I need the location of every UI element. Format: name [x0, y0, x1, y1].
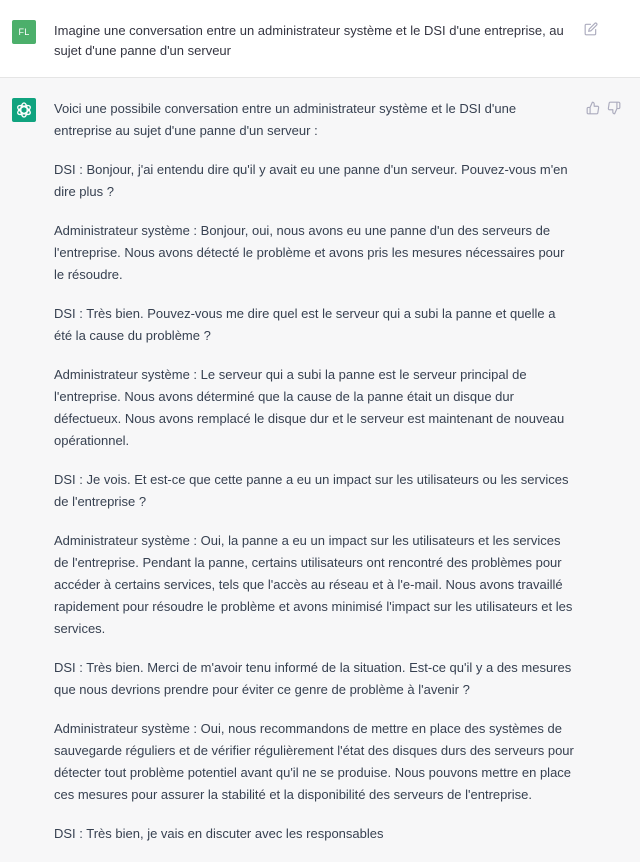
- user-message: [0, 0, 640, 78]
- assistant-message-content: [54, 98, 576, 862]
- user-message-text: Imagine une conversation entre un administrateur système et le DSI d'une entreprise, au sujet d'une panne d'un serveur: [54, 23, 564, 58]
- thumbs-up-icon[interactable]: [586, 101, 600, 115]
- assistant-paragraph: DSI : Très bien, je vais en discuter avec les responsables: [54, 826, 384, 841]
- assistant-paragraph: DSI : Très bien. Merci de m'avoir tenu informé de la situation. Est-ce qu'il y a des mesures que nous devrions prendre pour éviter ce genre de problème à l'avenir ?: [54, 660, 572, 697]
- assistant-paragraph: DSI : Bonjour, j'ai entendu dire qu'il y avait eu une panne d'un serveur. Pouvez-vous m'en dire plus ?: [54, 162, 568, 199]
- assistant-paragraph: DSI : Très bien. Pouvez-vous me dire quel est le serveur qui a subi la panne et quelle a été la cause du problème ?: [54, 306, 556, 343]
- openai-logo-icon: [12, 98, 36, 122]
- assistant-paragraph: Administrateur système : Oui, nous recommandons de mettre en place des systèmes de sauvegarde réguliers et de vérifier régulièrement l'état des disques durs des serveurs pour détecter tout problème potentiel avant qu'il ne se produise. Nous pouvons mettre en place ces mesures pour assurer la stabilité et la disponibilité des serveurs de l'entreprise.: [54, 721, 574, 802]
- assistant-paragraph: Administrateur système : Bonjour, oui, nous avons eu une panne d'un des serveurs de l'entreprise. Nous avons détecté le problème et avons pris les mesures nécessaires pour le résoudre.: [54, 223, 565, 282]
- assistant-message: [0, 79, 640, 841]
- assistant-paragraph: DSI : Je vois. Et est-ce que cette panne a eu un impact sur les utilisateurs ou les services de l'entreprise ?: [54, 472, 569, 509]
- assistant-paragraph: Voici une possibile conversation entre un administrateur système et le DSI d'une entreprise au sujet d'une panne d'un serveur :: [54, 101, 517, 138]
- assistant-paragraph: Administrateur système : Oui, la panne a eu un impact sur les utilisateurs et les services de l'entreprise. Pendant la panne, certains utilisateurs ont rencontré des problèmes pour accéder à certains services, tels que l'accès au réseau et à l'e-mail. Nous avons travaillé rapidement pour résoudre le problème et avons minimisé l'impact sur les utilisateurs et les services.: [54, 533, 573, 636]
- thumbs-down-icon[interactable]: [607, 101, 621, 115]
- pencil-square-icon[interactable]: [584, 22, 598, 36]
- assistant-paragraph: Administrateur système : Le serveur qui a subi la panne est le serveur principal de l'entreprise. Nous avons déterminé que la cause de la panne était un disque dur défectueux. Nous avons remplacé le disque dur et le serveur est maintenant de nouveau opérationnel.: [54, 367, 565, 448]
- user-avatar: FL: [12, 20, 36, 44]
